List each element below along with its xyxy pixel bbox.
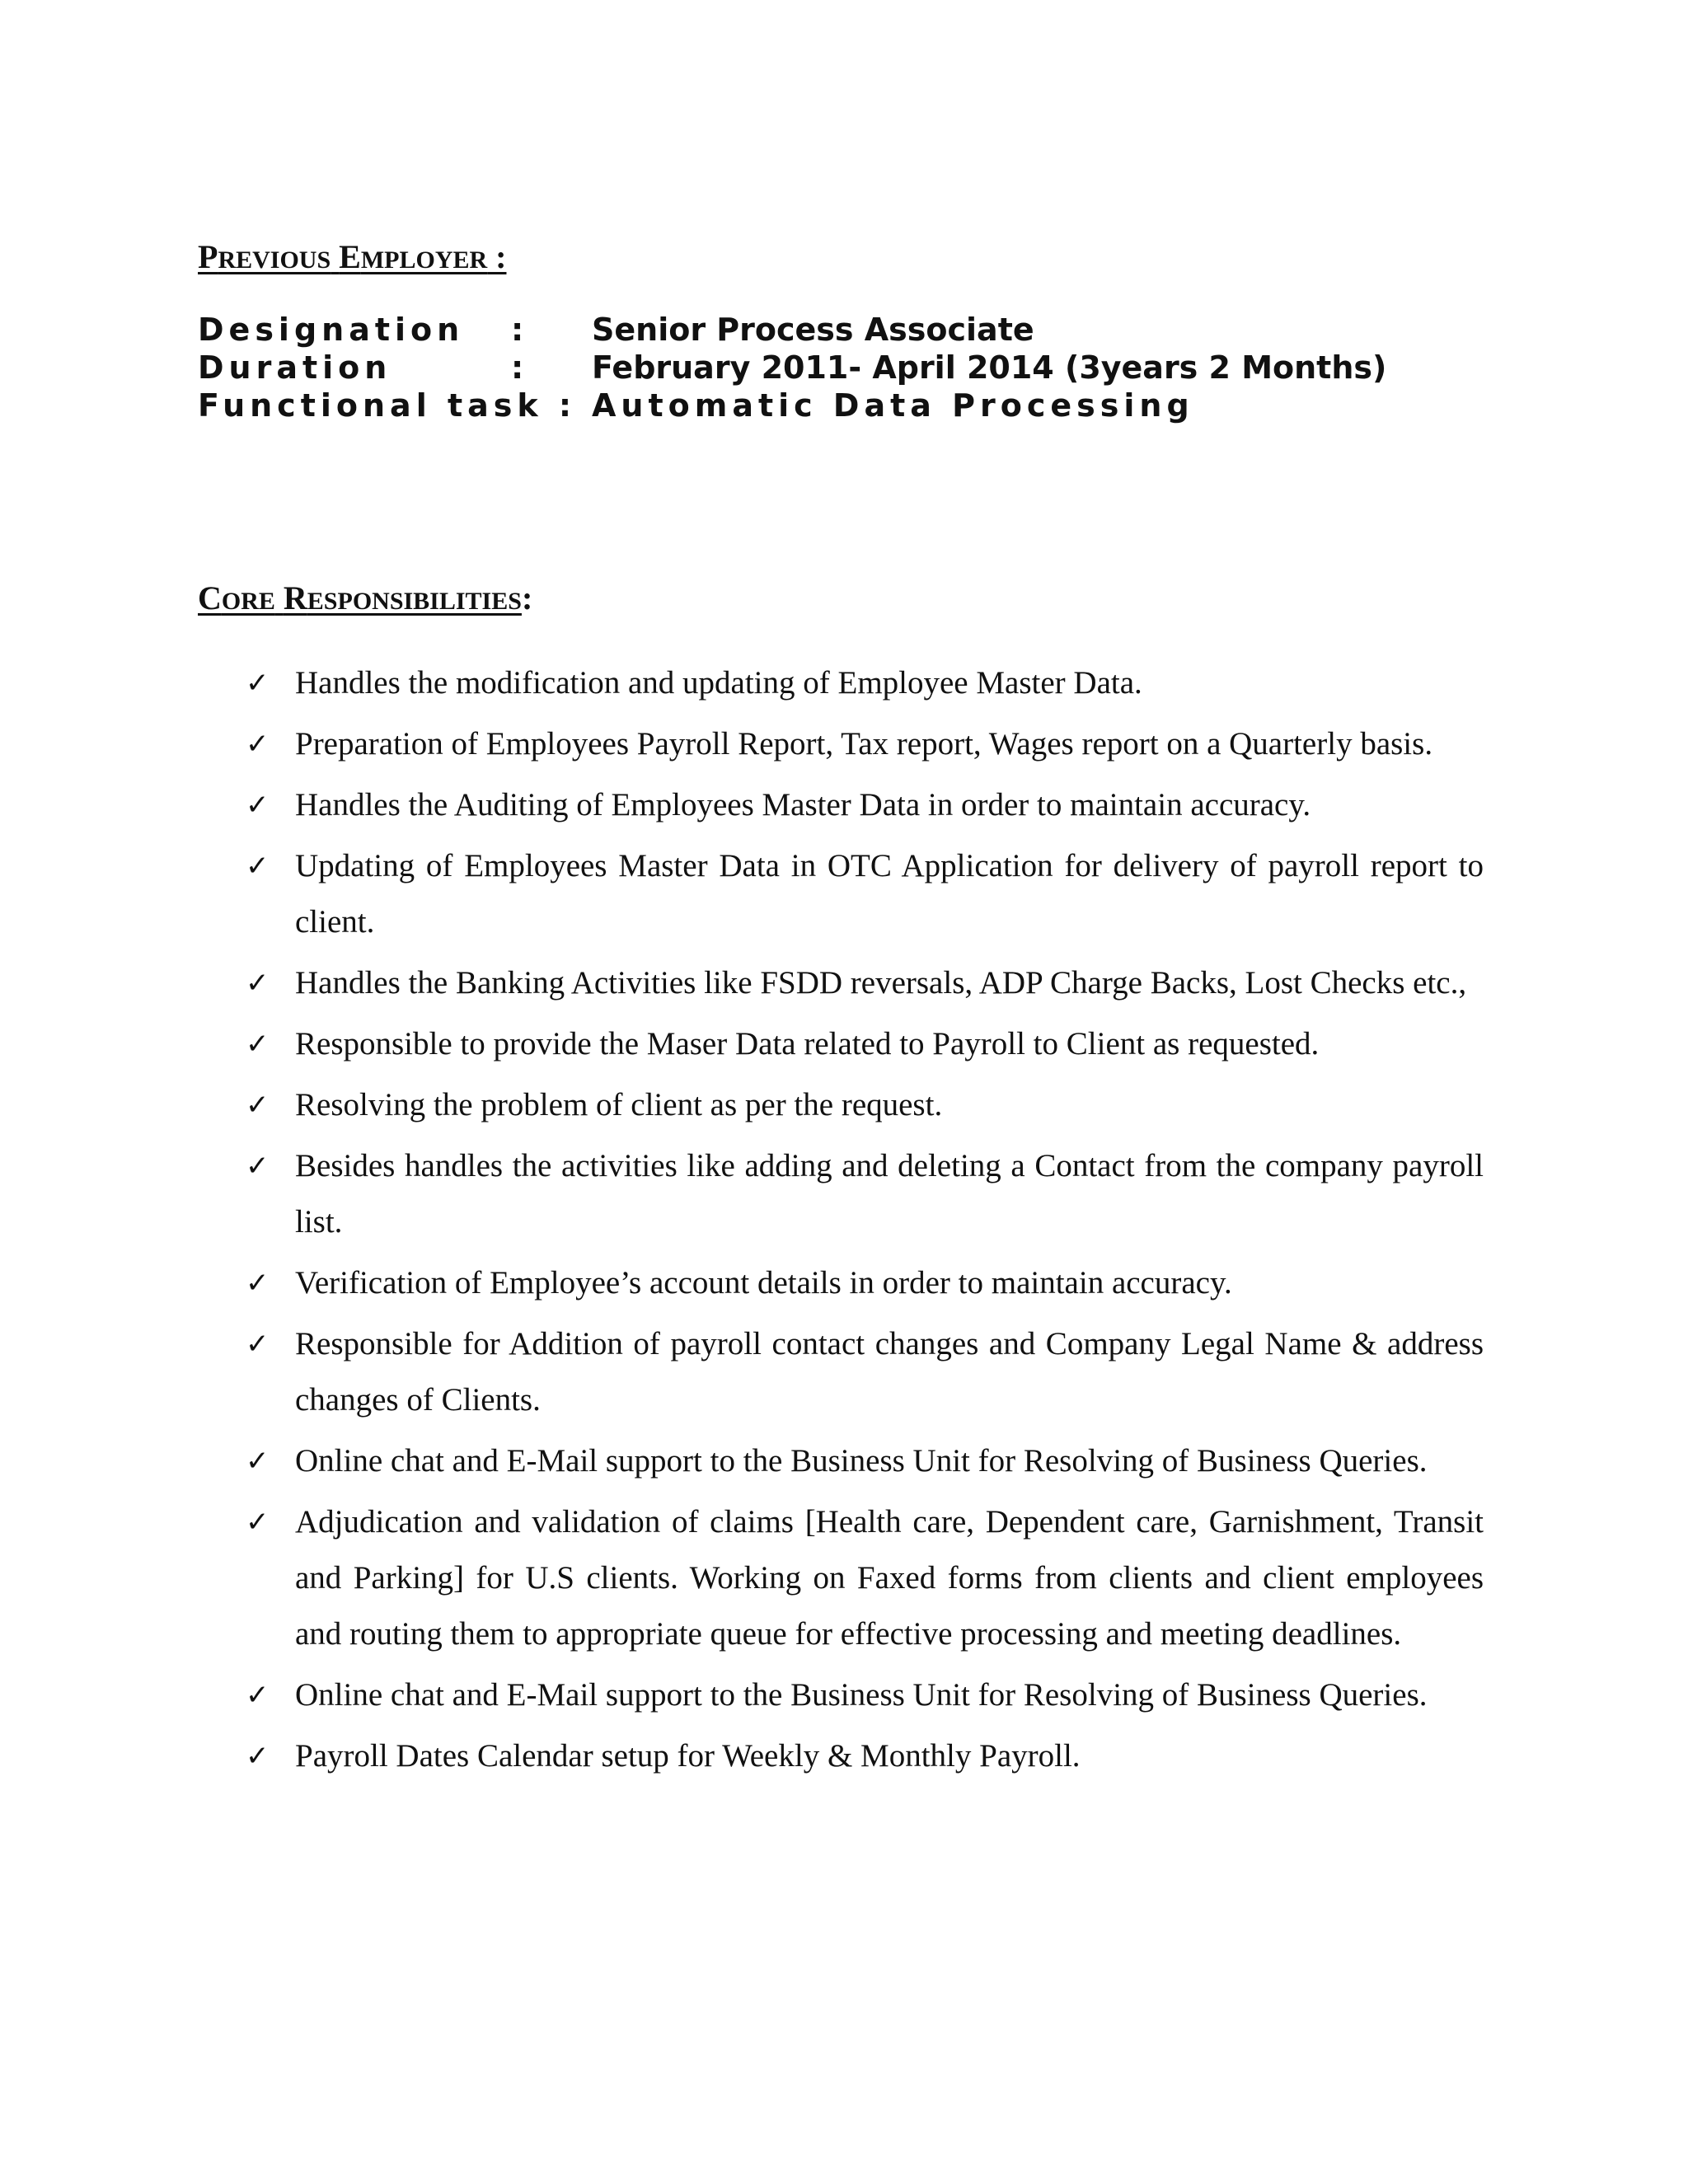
checkmark-icon: ✓ bbox=[246, 1740, 270, 1773]
checkmark-icon: ✓ bbox=[246, 1328, 270, 1361]
core-responsibilities-heading: CORE RESPONSIBILITIES: bbox=[198, 579, 533, 616]
list-item: ✓ Online chat and E-Mail support to the Business Unit for Resolving of Business Queries. bbox=[198, 1433, 1484, 1489]
list-item: ✓ Responsible for Addition of payroll contact changes and Company Legal Name & address changes of Clients. bbox=[198, 1316, 1484, 1428]
list-item: ✓ Handles the Banking Activities like FSDD reversals, ADP Charge Backs, Lost Checks etc., bbox=[198, 955, 1484, 1011]
checkmark-icon: ✓ bbox=[246, 1506, 270, 1539]
functional-task-value: Automatic Data Processing bbox=[592, 387, 1194, 424]
checkmark-icon: ✓ bbox=[246, 1028, 270, 1061]
list-item: ✓ Payroll Dates Calendar setup for Weekly & Monthly Payroll. bbox=[198, 1728, 1484, 1784]
list-item: ✓ Online chat and E-Mail support to the Business Unit for Resolving of Business Queries. bbox=[198, 1667, 1484, 1723]
list-item: ✓ Responsible to provide the Maser Data related to Payroll to Client as requested. bbox=[198, 1016, 1484, 1072]
responsibilities-list bbox=[198, 655, 1484, 1789]
previous-employer-heading: PREVIOUS EMPLOYER : bbox=[198, 238, 507, 275]
checkmark-icon: ✓ bbox=[246, 1150, 270, 1183]
designation-value: Senior Process Associate bbox=[592, 312, 1034, 348]
checkmark-icon: ✓ bbox=[246, 1445, 270, 1478]
designation-label: Designation bbox=[198, 312, 465, 348]
list-item: ✓ Handles the modification and updating of Employee Master Data. bbox=[198, 655, 1484, 711]
list-item: ✓ Handles the Auditing of Employees Master Data in order to maintain accuracy. bbox=[198, 777, 1484, 833]
checkmark-icon: ✓ bbox=[246, 789, 270, 822]
checkmark-icon: ✓ bbox=[246, 667, 270, 700]
designation-colon: : bbox=[511, 312, 524, 348]
functional-task-label: Functional task : bbox=[198, 387, 577, 424]
checkmark-icon: ✓ bbox=[246, 850, 270, 883]
duration-colon: : bbox=[511, 349, 524, 386]
list-item: ✓ Verification of Employee’s account details in order to maintain accuracy. bbox=[198, 1255, 1484, 1311]
checkmark-icon: ✓ bbox=[246, 1267, 270, 1300]
duration-value: February 2011- April 2014 (3years 2 Months) bbox=[592, 349, 1387, 386]
checkmark-icon: ✓ bbox=[246, 1089, 270, 1122]
checkmark-icon: ✓ bbox=[246, 1679, 270, 1712]
duration-label: Duration bbox=[198, 349, 392, 386]
list-item: ✓ Preparation of Employees Payroll Report, Tax report, Wages report on a Quarterly basis. bbox=[198, 716, 1484, 772]
list-item: ✓ Updating of Employees Master Data in OTC Application for delivery of payroll report to client. bbox=[198, 838, 1484, 950]
checkmark-icon: ✓ bbox=[246, 728, 270, 761]
list-item: ✓ Resolving the problem of client as per the request. bbox=[198, 1077, 1484, 1133]
list-item: ✓ Besides handles the activities like adding and deleting a Contact from the company payroll list. bbox=[198, 1138, 1484, 1250]
checkmark-icon: ✓ bbox=[246, 967, 270, 1000]
list-item: ✓ Adjudication and validation of claims [Health care, Dependent care, Garnishment, Transit and Parking] for U.S clients. Working on Faxed forms from clients and client employees and routing them to appropriate queue for effective processing and meeting deadlines. bbox=[198, 1494, 1484, 1662]
